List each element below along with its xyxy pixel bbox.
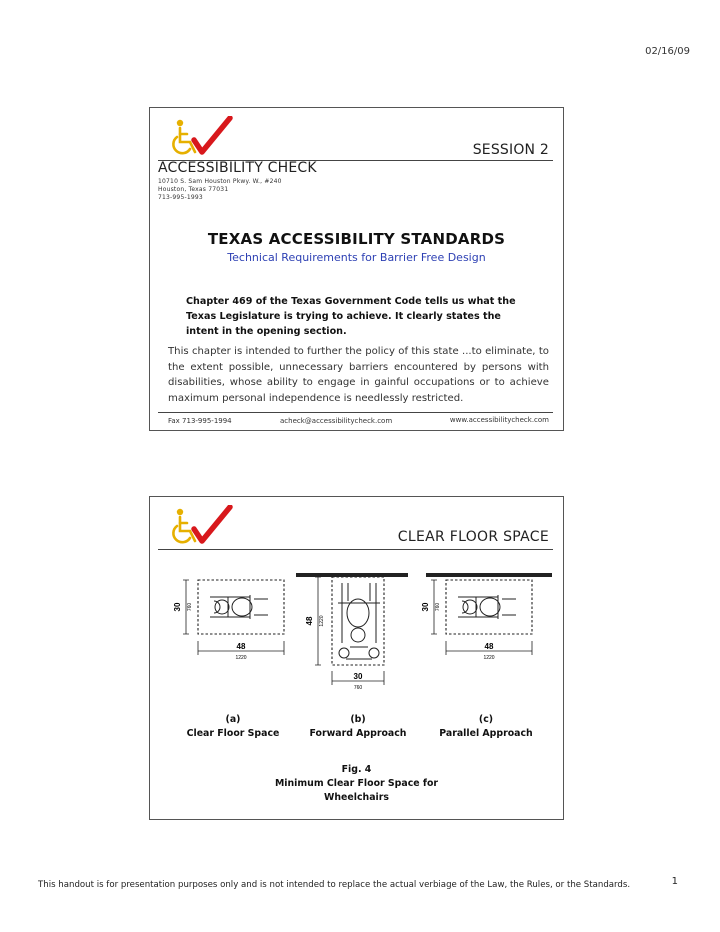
caption-c (426, 713, 546, 741)
session-label: SESSION 2 (472, 142, 549, 158)
wheelchair-user-side-view (458, 595, 516, 619)
dim-c-bottom-in: 48 (484, 642, 494, 651)
caption-a-label: Clear Floor Space (186, 728, 280, 739)
dim-a-bottom-in: 48 (236, 642, 246, 651)
caption-b-label: Forward Approach (309, 728, 407, 739)
wheelchair-user-top-view (210, 595, 268, 619)
caption-b-letter: (b) (350, 714, 366, 725)
caption-a-letter: (a) (225, 714, 241, 725)
wheelchair-icon (173, 509, 195, 542)
phone-number: 713-995-1993 (158, 194, 203, 201)
diagram-b (296, 573, 408, 691)
wheelchair-user-front-view (338, 583, 380, 659)
check-mark-icon (194, 507, 230, 541)
check-mark-icon (194, 118, 230, 152)
address-line-2: Houston, Texas 77031 (158, 186, 229, 193)
dim-b-bottom-mm: 760 (353, 685, 363, 691)
page-number: 1 (671, 876, 678, 887)
slide-subtitle: Technical Requirements for Barrier Free Design (227, 251, 486, 264)
chapter-quote: This chapter is intended to further the policy of this state ...to eliminate, to the extent possible, unnecessary barriers encountered by persons with disabilities, whose ability to engage in gainful occupations or to achieve maximum personal independence is needlessly restricted. (168, 346, 549, 404)
disclaimer-footer: This handout is for presentation purposes only and is not intended to replace the actual verbiage of the Law, the Rules, or the Standards. (38, 880, 631, 890)
wheelchair-icon (173, 120, 195, 153)
caption-b (298, 713, 418, 741)
accessibility-check-logo (170, 116, 236, 158)
dim-a-side-in: 30 (173, 602, 182, 612)
caption-c-label: Parallel Approach (439, 728, 533, 739)
dim-c-side-mm: 760 (435, 602, 441, 612)
website: www.accessibilitycheck.com (449, 416, 549, 424)
figure-title-line-2: Wheelchairs (324, 792, 389, 803)
figure-title-line-1: Minimum Clear Floor Space for (274, 778, 439, 789)
dim-c-side-in: 30 (421, 602, 430, 612)
dim-a-bottom-mm: 1220 (235, 655, 247, 661)
slide-title: CLEAR FLOOR SPACE (397, 529, 549, 545)
email-address: acheck@accessibilitycheck.com (280, 417, 393, 425)
dim-a-side-mm: 760 (187, 602, 193, 612)
diagram-c (421, 573, 552, 661)
caption-a (173, 713, 293, 741)
footer-rule (158, 412, 553, 413)
accessibility-check-logo (170, 505, 236, 547)
intro-text: Chapter 469 of the Texas Government Code tells us what the Texas Legislature is trying to achieve. It clearly states the intent in the opening section. (186, 296, 516, 337)
slide-session-2 (149, 107, 564, 431)
slide-title: TEXAS ACCESSIBILITY STANDARDS (207, 230, 506, 248)
slide-clear-floor-space (149, 496, 564, 820)
company-name: ACCESSIBILITY CHECK (158, 160, 317, 176)
dim-b-side-mm: 1220 (319, 615, 325, 627)
figure-number: Fig. 4 (341, 764, 372, 775)
caption-c-letter: (c) (478, 714, 494, 725)
dim-c-bottom-mm: 1220 (483, 655, 495, 661)
figure-caption (150, 763, 563, 805)
page-date: 02/16/09 (645, 46, 690, 57)
address-line-1: 10710 S. Sam Houston Pkwy. W., #240 (158, 178, 282, 185)
dim-b-side-in: 48 (305, 616, 314, 626)
header-rule (158, 549, 553, 550)
dim-b-bottom-in: 30 (353, 672, 363, 681)
diagram-a (173, 580, 284, 661)
clear-floor-space-diagram (158, 573, 556, 707)
fax-number: Fax 713-995-1994 (168, 417, 232, 425)
